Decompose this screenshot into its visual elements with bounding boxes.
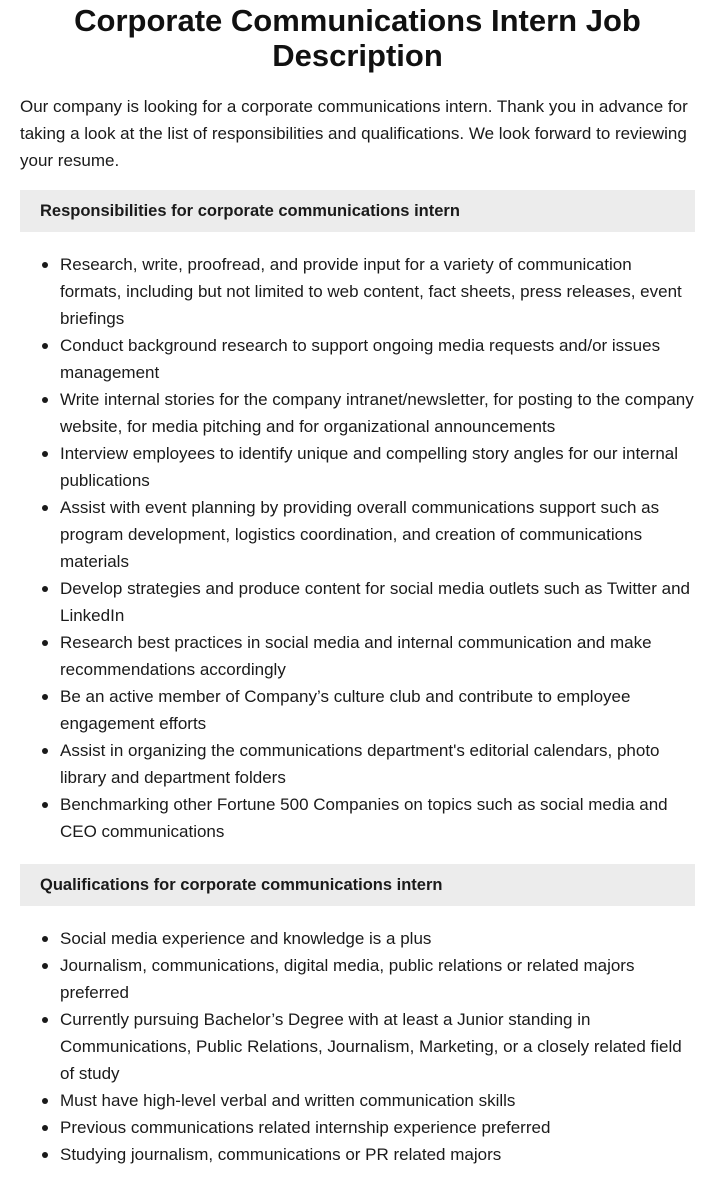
list-item bbox=[60, 1087, 695, 1114]
list-item bbox=[60, 1006, 695, 1087]
list-item bbox=[60, 494, 695, 575]
list-item-text: Assist in organizing the communications department's editorial calendars, photo library and department folders bbox=[60, 741, 660, 787]
list-item-text: Conduct background research to support ongoing media requests and/or issues management bbox=[60, 336, 661, 382]
list-item-text: Studying journalism, communications or PR related majors bbox=[60, 1145, 502, 1164]
list-item-text: Must have high-level verbal and written communication skills bbox=[60, 1091, 516, 1110]
intro-paragraph: Our company is looking for a corporate communications intern. Thank you in advance for taking a look at the list of responsibilities and qualifications. We look forward to reviewing your resume. bbox=[20, 97, 688, 170]
list-item-text: Assist with event planning by providing overall communications support such as program development, logistics coordination, and creation of communications materials bbox=[60, 498, 660, 571]
list-item-text: Interview employees to identify unique and compelling story angles for our internal publications bbox=[60, 444, 679, 490]
list-item-text: Research best practices in social media and internal communication and make recommendations accordingly bbox=[60, 633, 652, 679]
list-item-text: Currently pursuing Bachelor’s Degree with at least a Junior standing in Communications, Public Relations, Journalism, Marketing, or a closely related field of study bbox=[60, 1010, 682, 1083]
bullet-icon bbox=[42, 748, 48, 754]
list-item-text: Journalism, communications, digital media, public relations or related majors preferred bbox=[60, 956, 635, 1002]
list-item bbox=[60, 791, 695, 845]
list-item bbox=[60, 575, 695, 629]
list-item bbox=[60, 925, 695, 952]
list-item bbox=[60, 737, 695, 791]
bullet-icon bbox=[42, 936, 48, 942]
list-item bbox=[60, 952, 695, 1006]
list-item-text: Write internal stories for the company intranet/newsletter, for posting to the company website, for media pitching and for organizational announcements bbox=[60, 390, 694, 436]
list-item bbox=[60, 386, 695, 440]
bullet-icon bbox=[42, 343, 48, 349]
bullet-icon bbox=[42, 1098, 48, 1104]
list-item-text: Develop strategies and produce content for social media outlets such as Twitter and LinkedIn bbox=[60, 579, 690, 625]
list-item bbox=[60, 1141, 695, 1168]
list-item bbox=[60, 1114, 695, 1141]
bullet-icon bbox=[42, 640, 48, 646]
list-item bbox=[60, 251, 695, 332]
bullet-icon bbox=[42, 1017, 48, 1023]
list-item-text: Benchmarking other Fortune 500 Companies on topics such as social media and CEO communications bbox=[60, 795, 668, 841]
bullet-icon bbox=[42, 397, 48, 403]
bullet-icon bbox=[42, 963, 48, 969]
page-title: Corporate Communications Intern Job Description bbox=[74, 3, 641, 73]
list-item-text: Be an active member of Company’s culture club and contribute to employee engagement efforts bbox=[60, 687, 631, 733]
bullet-icon bbox=[42, 694, 48, 700]
list-item-text: Previous communications related internship experience preferred bbox=[60, 1118, 551, 1137]
bullet-icon bbox=[42, 1152, 48, 1158]
list-item-text: Research, write, proofread, and provide input for a variety of communication formats, including but not limited to web content, fact sheets, press releases, event briefings bbox=[60, 255, 682, 328]
bullet-icon bbox=[42, 1125, 48, 1131]
qualifications-list bbox=[20, 925, 695, 1168]
responsibilities-list bbox=[20, 251, 695, 845]
responsibilities-heading: Responsibilities for corporate communications intern bbox=[20, 190, 695, 232]
list-item bbox=[60, 440, 695, 494]
bullet-icon bbox=[42, 451, 48, 457]
list-item-text: Social media experience and knowledge is a plus bbox=[60, 929, 432, 948]
qualifications-heading: Qualifications for corporate communications intern bbox=[20, 864, 695, 906]
list-item bbox=[60, 629, 695, 683]
bullet-icon bbox=[42, 262, 48, 268]
bullet-icon bbox=[42, 802, 48, 808]
bullet-icon bbox=[42, 586, 48, 592]
list-item bbox=[60, 683, 695, 737]
list-item bbox=[60, 332, 695, 386]
bullet-icon bbox=[42, 505, 48, 511]
